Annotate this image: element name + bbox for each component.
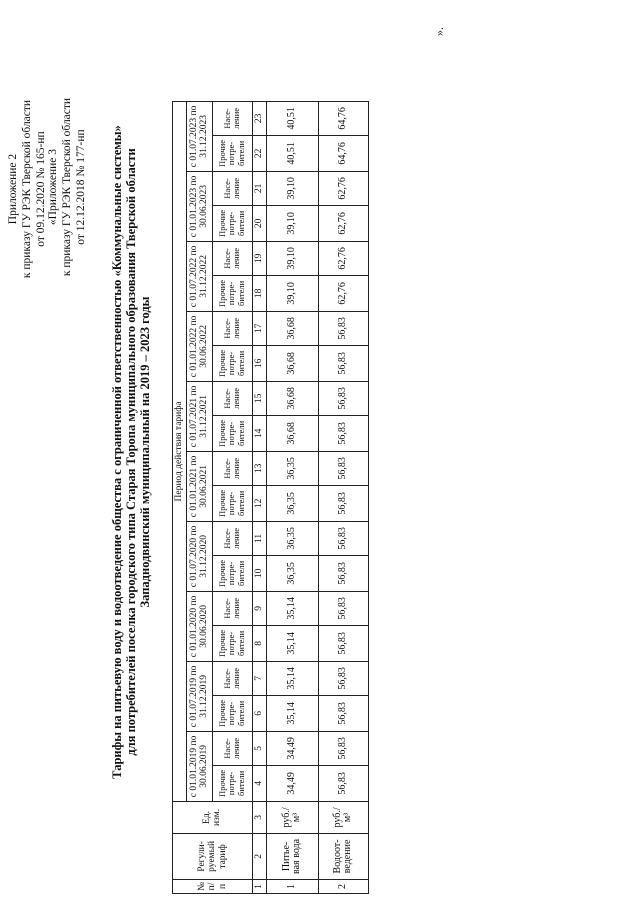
- sub-other-consumers: Прочие потре-бители: [212, 765, 252, 801]
- tariff-value: 40,51: [266, 135, 318, 171]
- row-tariff-name: Питье-вая вода: [266, 833, 318, 879]
- col-number: 15: [252, 381, 266, 415]
- appendix-3-header: [46, 62, 88, 312]
- row-unit: руб./м³: [266, 801, 318, 833]
- tariff-value: 35,14: [266, 625, 318, 661]
- sub-population: Насе-ление: [212, 171, 252, 205]
- row-number: 2: [318, 879, 368, 893]
- col-number: 8: [252, 625, 266, 661]
- tariff-value: 56,83: [318, 555, 368, 591]
- col-number: 17: [252, 311, 266, 345]
- title-line: Тарифы на питьевую воду и водоотведение общества с ограниченной ответственностью «Коммунальные системы»: [110, 125, 124, 779]
- tariff-value: 56,83: [318, 591, 368, 625]
- sub-other-consumers: Прочие потре-бители: [212, 695, 252, 731]
- col-number: 10: [252, 555, 266, 591]
- sub-other-consumers: Прочие потре-бители: [212, 625, 252, 661]
- header-unit: Ед. изм.: [173, 801, 253, 833]
- col-number: 4: [252, 765, 266, 801]
- tariff-value: 62,76: [318, 171, 368, 205]
- period-cell: с 01.01.2022 по 30.06.2022: [186, 311, 212, 381]
- tariff-value: 56,83: [318, 731, 368, 765]
- sub-population: Насе-ление: [212, 661, 252, 695]
- period-cell: с 01.07.2022 по 31.12.2022: [186, 241, 212, 311]
- header-period: Период действия тарифа: [173, 101, 187, 801]
- tariff-value: 36,68: [266, 381, 318, 415]
- period-cell: с 01.01.2023 по 30.06.2023: [186, 171, 212, 241]
- tariff-value: 56,83: [318, 661, 368, 695]
- col-number: 19: [252, 241, 266, 275]
- tariff-value: 36,68: [266, 415, 318, 451]
- period-cell: с 01.07.2021 по 31.12.2021: [186, 381, 212, 451]
- sub-population: Насе-ление: [212, 381, 252, 415]
- col-number: 11: [252, 521, 266, 555]
- header-number: № п/ п: [173, 879, 253, 893]
- tariff-value: 36,35: [266, 485, 318, 521]
- col-number: 6: [252, 695, 266, 731]
- sub-other-consumers: Прочие потре-бители: [212, 275, 252, 311]
- tariff-value: 40,51: [266, 101, 318, 135]
- row-unit: руб./м³: [318, 801, 368, 833]
- sub-other-consumers: Прочие потре-бители: [212, 135, 252, 171]
- closing-quote: ».: [432, 27, 446, 36]
- tariff-value: 35,14: [266, 695, 318, 731]
- tariff-value: 39,10: [266, 241, 318, 275]
- col-number: 12: [252, 485, 266, 521]
- sub-population: Насе-ление: [212, 591, 252, 625]
- tariff-value: 62,76: [318, 275, 368, 311]
- tariff-value: 39,10: [266, 171, 318, 205]
- tariff-value: 56,83: [318, 695, 368, 731]
- appendix-2-header: [6, 74, 48, 304]
- tariff-value: 35,14: [266, 661, 318, 695]
- tariff-value: 34,49: [266, 765, 318, 801]
- header-line: к приказу ГУ РЭК Тверской области: [21, 99, 33, 279]
- row-number: 1: [266, 879, 318, 893]
- col-number: 23: [252, 101, 266, 135]
- tariff-value: 36,35: [266, 521, 318, 555]
- tariff-value: 64,76: [318, 101, 368, 135]
- sub-population: Насе-ление: [212, 731, 252, 765]
- tariff-value: 56,83: [318, 311, 368, 345]
- period-cell: с 01.01.2021 по 30.06.2021: [186, 451, 212, 521]
- sub-population: Насе-ление: [212, 311, 252, 345]
- table-row: [266, 101, 318, 893]
- sub-population: Насе-ление: [212, 101, 252, 135]
- col-number: 7: [252, 661, 266, 695]
- tariff-value: 36,68: [266, 311, 318, 345]
- col-number: 3: [252, 801, 266, 833]
- period-cell: с 01.07.2020 по 31.12.2020: [186, 521, 212, 591]
- header-line: от 09.12.2020 № 165-нп: [35, 131, 47, 247]
- header-tariff: Регули-руемый тариф: [173, 833, 253, 879]
- title-line: для потребителей поселка городского типа Старая Торопа муниципального образования Тверской области: [124, 148, 138, 756]
- tariff-value: 35,14: [266, 591, 318, 625]
- sub-other-consumers: Прочие потре-бители: [212, 205, 252, 241]
- period-cell: с 01.01.2020 по 30.06.2020: [186, 591, 212, 661]
- col-number: 2: [252, 833, 266, 879]
- header-line: от 12.12.2018 № 177-нп: [75, 129, 87, 245]
- tariff-value: 56,83: [318, 451, 368, 485]
- tariff-value: 62,76: [318, 241, 368, 275]
- tariff-value: 56,83: [318, 625, 368, 661]
- col-number: 16: [252, 345, 266, 381]
- col-number: 20: [252, 205, 266, 241]
- tariff-value: 56,83: [318, 485, 368, 521]
- period-cell: с 01.01.2019 по 30.06.2019: [186, 731, 212, 801]
- col-number: 1: [252, 879, 266, 893]
- title-line: Западнодвинский муниципальный на 2019 – 2023 годы: [138, 296, 152, 608]
- sub-population: Насе-ление: [212, 521, 252, 555]
- tariff-value: 39,10: [266, 205, 318, 241]
- table-row: [318, 101, 368, 893]
- header-line: Приложение 2: [7, 153, 19, 225]
- col-number: 18: [252, 275, 266, 311]
- sub-other-consumers: Прочие потре-бители: [212, 415, 252, 451]
- document-title: [110, 0, 152, 904]
- col-number: 9: [252, 591, 266, 625]
- col-number: 21: [252, 171, 266, 205]
- tariff-value: 56,83: [318, 345, 368, 381]
- sub-population: Насе-ление: [212, 451, 252, 485]
- period-cell: с 01.07.2019 по 31.12.2019: [186, 661, 212, 731]
- tariff-value: 56,83: [318, 415, 368, 451]
- period-cell: с 01.07.2023 по 31.12.2023: [186, 101, 212, 171]
- tariff-value: 56,83: [318, 381, 368, 415]
- row-tariff-name: Водоот-ведение: [318, 833, 368, 879]
- tariff-value: 62,76: [318, 205, 368, 241]
- sub-population: Насе-ление: [212, 241, 252, 275]
- sub-other-consumers: Прочие потре-бители: [212, 345, 252, 381]
- header-line: к приказу ГУ РЭК Тверской области: [61, 97, 73, 277]
- tariff-value: 36,35: [266, 555, 318, 591]
- header-line: «Приложение 3: [47, 148, 59, 226]
- tariff-value: 64,76: [318, 135, 368, 171]
- column-number-row: [252, 101, 266, 893]
- tariff-value: 56,83: [318, 765, 368, 801]
- tariff-value: 36,35: [266, 451, 318, 485]
- tariff-value: 56,83: [318, 521, 368, 555]
- tariff-value: 34,49: [266, 731, 318, 765]
- col-number: 5: [252, 731, 266, 765]
- sub-other-consumers: Прочие потре-бители: [212, 485, 252, 521]
- tariff-value: 39,10: [266, 275, 318, 311]
- col-number: 13: [252, 451, 266, 485]
- tariff-table: [172, 101, 369, 894]
- sub-other-consumers: Прочие потре-бители: [212, 555, 252, 591]
- col-number: 14: [252, 415, 266, 451]
- tariff-value: 36,68: [266, 345, 318, 381]
- col-number: 22: [252, 135, 266, 171]
